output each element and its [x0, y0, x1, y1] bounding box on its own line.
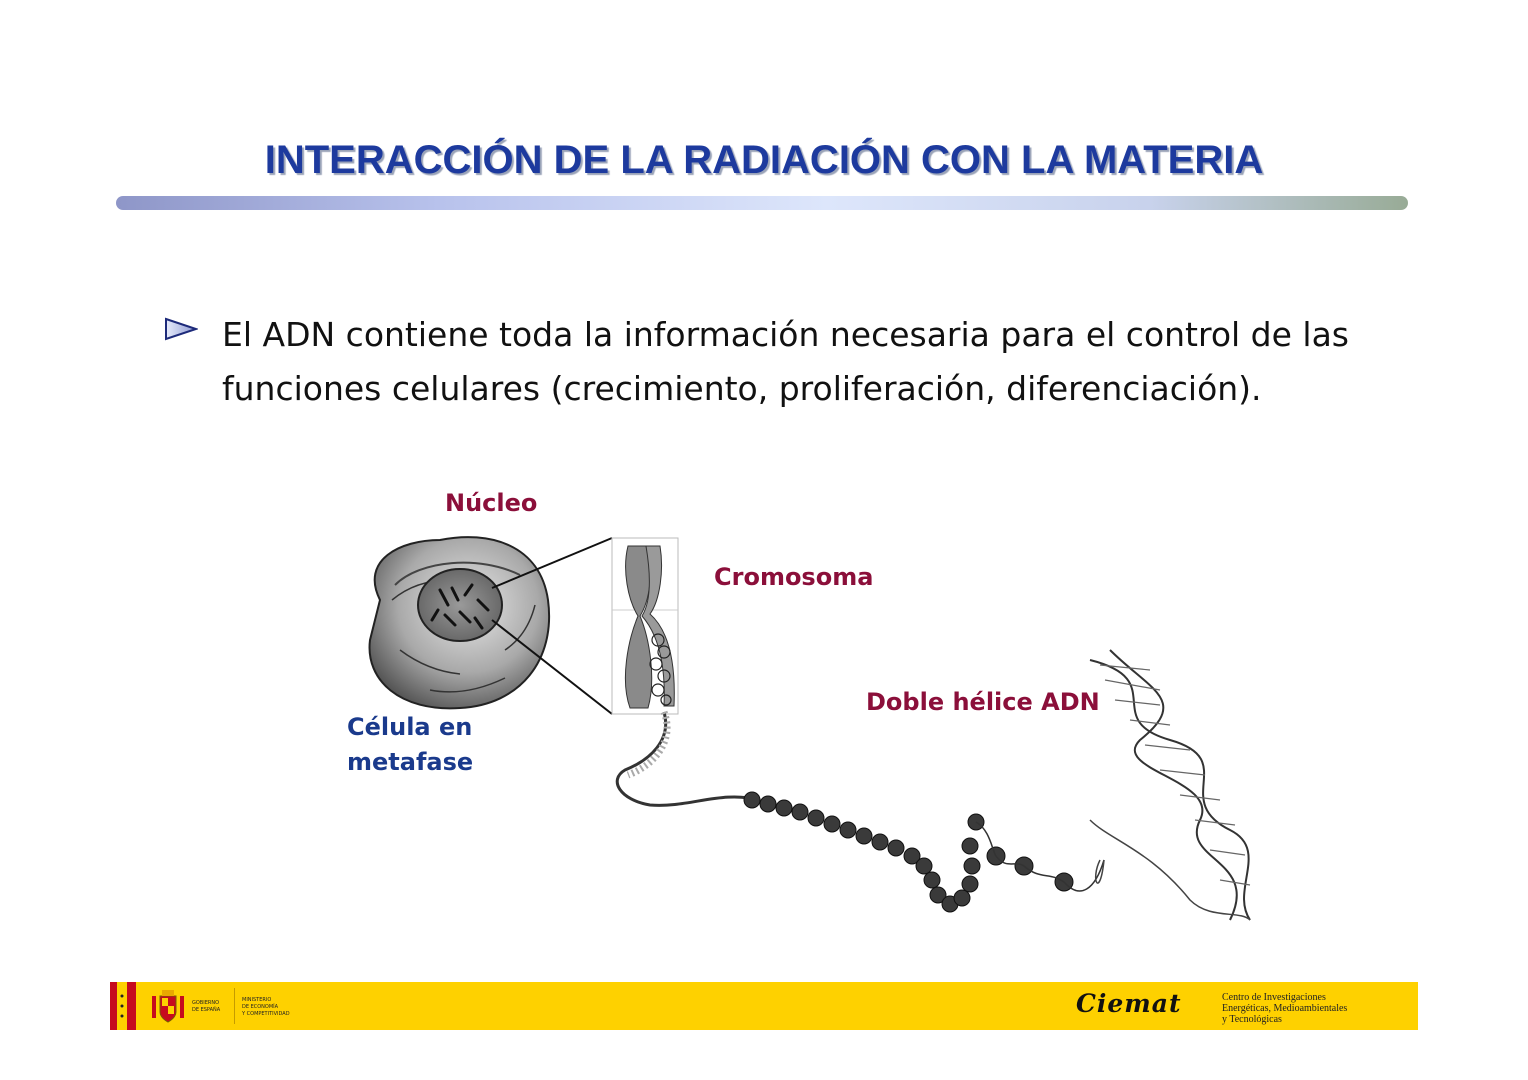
- label-nucleus: Núcleo: [445, 489, 538, 517]
- dna-double-helix-image: [1090, 650, 1250, 920]
- metaphase-cell-image: [370, 537, 550, 708]
- chromosome-image: [612, 538, 678, 714]
- ministry-text: MINISTERIO DE ECONOMÍA Y COMPETITIVIDAD: [242, 997, 290, 1017]
- spain-flag-icon: [110, 982, 136, 1030]
- bullet-text: El ADN contiene toda la información necesaria para el control de las funciones celulares (crecimiento, proliferación, diferenciación).: [222, 315, 1349, 408]
- ciemat-center-text: Centro de Investigaciones Energéticas, Medioambientales y Tecnológicas: [1222, 992, 1348, 1025]
- chromatin-fiber-image: [744, 792, 1073, 912]
- label-cell-line1: Célula en: [347, 713, 473, 741]
- slide-title: INTERACCIÓN DE LA RADIACIÓN CON LA MATERIA: [264, 138, 1264, 182]
- spain-coat-of-arms-icon: [148, 986, 188, 1026]
- label-dna-helix: Doble hélice ADN: [866, 688, 1100, 716]
- ciemat-logo: Ciemat: [1076, 989, 1182, 1018]
- label-cell-line2: metafase: [347, 748, 474, 776]
- label-chromosome: Cromosoma: [714, 563, 874, 591]
- label-metaphase-cell: [347, 710, 473, 780]
- government-text: GOBIERNO DE ESPAÑA: [192, 1000, 221, 1013]
- footer-bar: [110, 982, 1418, 1030]
- footer-divider: [234, 988, 235, 1024]
